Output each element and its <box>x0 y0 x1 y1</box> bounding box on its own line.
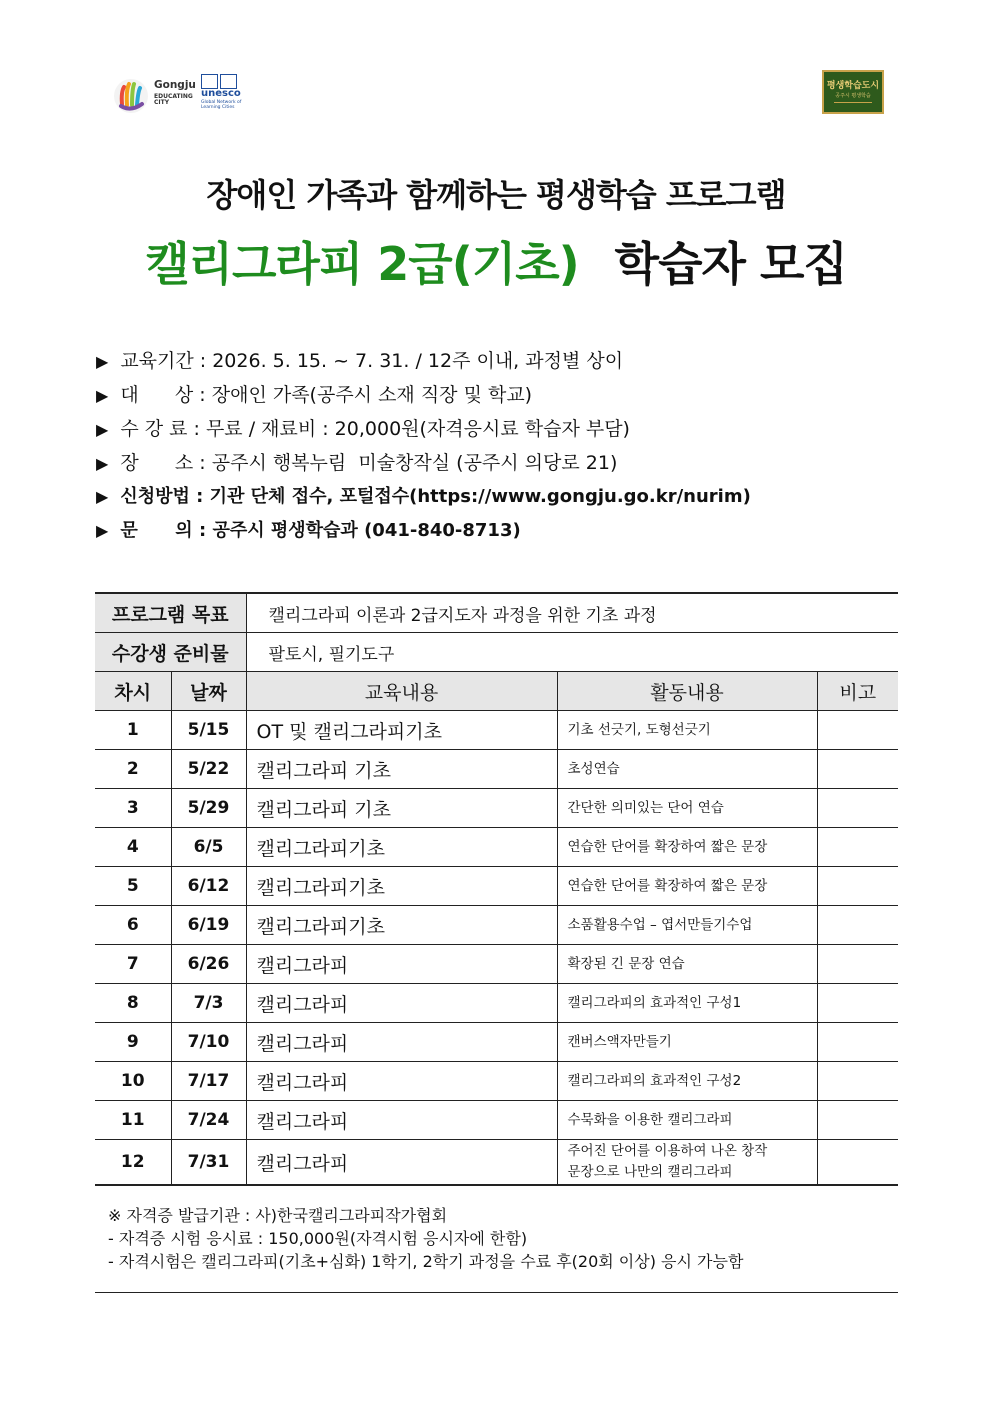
table-row <box>95 789 898 828</box>
learning-city-icon <box>220 74 237 89</box>
bottom-divider <box>95 1292 898 1293</box>
table-row <box>95 1101 898 1140</box>
row-date: 7/17 <box>171 1062 246 1101</box>
gongju-logo-name: Gongju <box>154 79 196 91</box>
row-education: 캘리그라피 <box>246 945 557 984</box>
row-activity: 캘리그라피의 효과적인 구성2 <box>557 1062 817 1101</box>
row-date: 7/10 <box>171 1023 246 1062</box>
info-target: ▶ 대 상 : 장애인 가족(공주시 소재 직장 및 학교) <box>96 384 533 406</box>
page-subtitle: 장애인 가족과 함께하는 평생학습 프로그램 <box>206 176 786 214</box>
goal-value: 캘리그라피 이론과 2급지도자 과정을 위한 기초 과정 <box>246 593 898 633</box>
row-activity: 연습한 단어를 확장하여 짧은 문장 <box>557 867 817 906</box>
row-education: 캘리그라피 기초 <box>246 750 557 789</box>
gongju-logo-sub: EDUCATING CITY <box>154 93 193 107</box>
page-title-recruit: 학습자 모집 <box>614 237 847 291</box>
table-row <box>95 750 898 789</box>
bullet-arrow-icon: ▶ <box>96 420 109 439</box>
table-row <box>95 867 898 906</box>
lifelong-learning-city-logo <box>822 70 884 114</box>
row-note <box>817 750 898 789</box>
unesco-logo-sub: Global Network of Learning Cities <box>201 100 242 110</box>
table-row <box>95 906 898 945</box>
info-apply: ▶ 신청방법 : 기관 단체 접수, 포털접수(https://www.gongju.go.kr/nurim) <box>96 486 751 507</box>
row-education: 캘리그라피기초 <box>246 828 557 867</box>
row-note <box>817 789 898 828</box>
row-session: 3 <box>95 789 171 828</box>
col-header-activity: 활동내용 <box>557 672 817 711</box>
row-education: 캘리그라피기초 <box>246 906 557 945</box>
bullet-arrow-icon: ▶ <box>96 487 109 506</box>
notes <box>108 1204 743 1273</box>
lifelong-logo-divider <box>834 102 872 103</box>
unesco-logo <box>201 74 249 114</box>
info-label: 문 의 <box>120 520 193 541</box>
row-session: 5 <box>95 867 171 906</box>
row-activity <box>557 1140 817 1186</box>
row-note <box>817 828 898 867</box>
row-activity: 캘리그라피의 효과적인 구성1 <box>557 984 817 1023</box>
row-note <box>817 984 898 1023</box>
schedule-table <box>95 592 898 1186</box>
gongju-unesco-logo <box>113 72 253 118</box>
page-title-course: 캘리그라피 2급(기초) <box>145 237 579 291</box>
table-header-row <box>95 672 898 711</box>
row-date: 6/5 <box>171 828 246 867</box>
col-header-date: 날짜 <box>171 672 246 711</box>
row-date: 5/15 <box>171 711 246 750</box>
prep-label: 수강생 준비물 <box>95 633 246 672</box>
table-row <box>95 828 898 867</box>
row-education: 캘리그라피 <box>246 1062 557 1101</box>
row-note <box>817 867 898 906</box>
row-date: 5/29 <box>171 789 246 828</box>
note-line: - 자격증 시험 응시료 : 150,000원(자격시험 응시자에 한함) <box>108 1229 528 1248</box>
col-header-note: 비고 <box>817 672 898 711</box>
info-value: 공주시 행복누림 미술창작실 (공주시 의당로 21) <box>211 452 618 474</box>
info-list <box>96 344 916 548</box>
table-row <box>95 1140 898 1186</box>
row-session: 9 <box>95 1023 171 1062</box>
info-period: ▶ 교육기간 : 2026. 5. 15. ~ 7. 31. / 12주 이내, 과정별 상이 <box>96 350 624 372</box>
row-session: 10 <box>95 1062 171 1101</box>
note-line: ※ 자격증 발급기관 : 사)한국캘리그라피작가협회 <box>108 1206 448 1225</box>
lifelong-logo-sub: 공주시 평생학습 <box>835 93 871 99</box>
row-activity-line2: 문장으로 나만의 캘리그라피 <box>567 1164 733 1180</box>
row-activity: 확장된 긴 문장 연습 <box>557 945 817 984</box>
col-header-session: 차시 <box>95 672 171 711</box>
info-value: 장애인 가족(공주시 소재 직장 및 학교) <box>211 384 533 406</box>
info-label: 교육기간 <box>120 350 194 372</box>
row-session: 2 <box>95 750 171 789</box>
row-session: 8 <box>95 984 171 1023</box>
row-education: 캘리그라피기초 <box>246 867 557 906</box>
col-header-education: 교육내용 <box>246 672 557 711</box>
table-row <box>95 1023 898 1062</box>
row-note <box>817 1062 898 1101</box>
info-contact: ▶ 문 의 : 공주시 평생학습과 (041-840-8713) <box>96 520 521 541</box>
row-date: 6/26 <box>171 945 246 984</box>
table-row <box>95 945 898 984</box>
row-note <box>817 906 898 945</box>
row-activity: 연습한 단어를 확장하여 짧은 문장 <box>557 828 817 867</box>
row-session: 12 <box>95 1140 171 1186</box>
unesco-logo-name: unesco <box>201 88 241 99</box>
row-education: 캘리그라피 <box>246 1023 557 1062</box>
info-place: ▶ 장 소 : 공주시 행복누림 미술창작실 (공주시 의당로 21) <box>96 452 618 474</box>
row-note <box>817 945 898 984</box>
row-activity-line1: 주어진 단어를 이용하여 나온 창작 <box>567 1143 768 1159</box>
info-value: 공주시 평생학습과 (041-840-8713) <box>212 520 521 541</box>
row-activity: 수묵화을 이용한 캘리그라피 <box>557 1101 817 1140</box>
info-fee: ▶ 수 강 료 : 무료 / 재료비 : 20,000원(자격응시료 학습자 부담) <box>96 418 630 440</box>
bullet-arrow-icon: ▶ <box>96 454 109 473</box>
row-activity: 초성연습 <box>557 750 817 789</box>
info-label: 장 소 <box>120 452 194 474</box>
row-session: 4 <box>95 828 171 867</box>
table-row <box>95 1062 898 1101</box>
lifelong-logo-text: 평생학습도시 <box>826 81 880 91</box>
row-date: 6/12 <box>171 867 246 906</box>
row-session: 1 <box>95 711 171 750</box>
row-note <box>817 1140 898 1186</box>
unesco-temple-icon <box>201 74 218 89</box>
row-education: OT 및 캘리그라피기초 <box>246 711 557 750</box>
row-education: 캘리그라피 <box>246 1101 557 1140</box>
row-activity: 캔버스액자만들기 <box>557 1023 817 1062</box>
row-session: 6 <box>95 906 171 945</box>
row-note <box>817 711 898 750</box>
info-value: 2026. 5. 15. ~ 7. 31. / 12주 이내, 과정별 상이 <box>212 350 624 372</box>
row-education: 캘리그라피 <box>246 984 557 1023</box>
row-note <box>817 1101 898 1140</box>
row-education: 캘리그라피 <box>246 1140 557 1186</box>
row-date: 6/19 <box>171 906 246 945</box>
row-date: 7/24 <box>171 1101 246 1140</box>
info-label: 신청방법 <box>120 486 190 507</box>
info-label: 수 강 료 <box>120 418 188 440</box>
row-activity: 소품활용수업 – 엽서만들기수업 <box>557 906 817 945</box>
bullet-arrow-icon: ▶ <box>96 521 109 540</box>
info-label: 대 상 <box>120 384 194 406</box>
note-line: - 자격시험은 캘리그라피(기초+심화) 1학기, 2학기 과정을 수료 후(20회 이상) 응시 가능함 <box>108 1252 744 1271</box>
row-date: 7/31 <box>171 1140 246 1186</box>
row-activity: 기초 선긋기, 도형선긋기 <box>557 711 817 750</box>
gongju-hand-logo-icon <box>113 78 149 114</box>
row-date: 7/3 <box>171 984 246 1023</box>
table-row <box>95 984 898 1023</box>
goal-label: 프로그램 목표 <box>95 593 246 633</box>
goal-row <box>95 593 898 633</box>
bullet-arrow-icon: ▶ <box>96 352 109 371</box>
bullet-arrow-icon: ▶ <box>96 386 109 405</box>
row-session: 7 <box>95 945 171 984</box>
prep-value: 팔토시, 필기도구 <box>246 633 898 672</box>
row-note <box>817 1023 898 1062</box>
row-date: 5/22 <box>171 750 246 789</box>
prep-row <box>95 633 898 672</box>
info-value: 무료 / 재료비 : 20,000원(자격응시료 학습자 부담) <box>205 418 630 440</box>
page-title <box>0 228 992 294</box>
info-value: 기관 단체 접수, 포털접수(https://www.gongju.go.kr/nurim) <box>209 486 751 507</box>
row-session: 11 <box>95 1101 171 1140</box>
row-activity: 간단한 의미있는 단어 연습 <box>557 789 817 828</box>
table-row <box>95 711 898 750</box>
row-education: 캘리그라피 기초 <box>246 789 557 828</box>
